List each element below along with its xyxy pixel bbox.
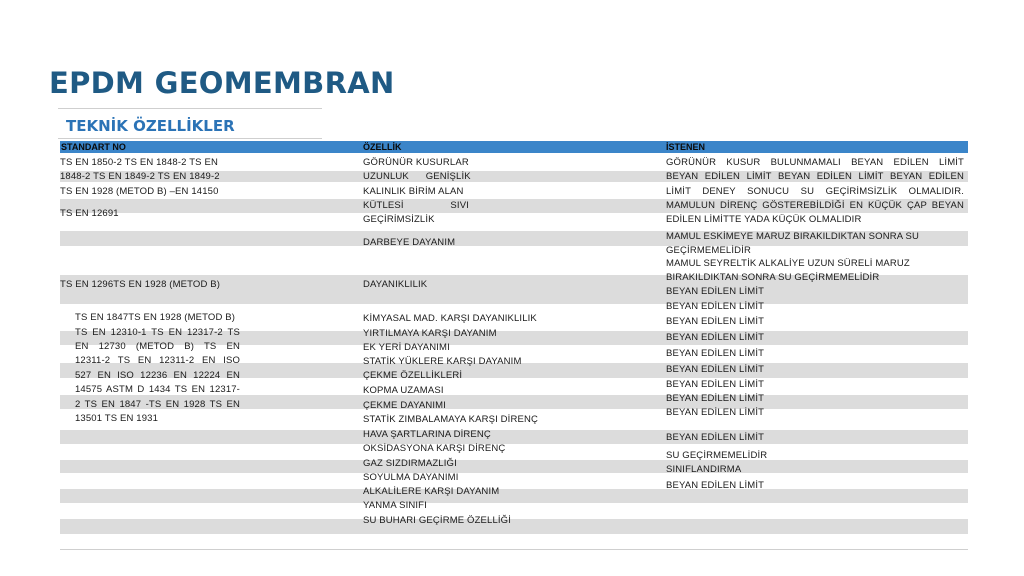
feature-cell: KÜTLESİ SIVI: [363, 200, 469, 211]
page-title: EPDM GEOMEMBRAN: [49, 66, 395, 100]
column-header-feature: ÖZELLİK: [363, 142, 402, 152]
required-cell: BEYAN EDİLEN LİMİT: [666, 480, 765, 491]
feature-cell: STATİK YÜKLERE KARŞI DAYANIM: [363, 356, 522, 367]
standard-cell: 13501 TS EN 1931: [75, 413, 159, 424]
feature-cell: KİMYASAL MAD. KARŞI DAYANIKLILIK: [363, 313, 537, 324]
table-row-stripe: [60, 489, 968, 503]
required-cell: BEYAN EDİLEN LİMİT: [666, 407, 765, 418]
required-cell: BEYAN EDİLEN LİMİT: [666, 364, 765, 375]
required-cell: BEYAN EDİLEN LİMİT: [666, 332, 765, 343]
required-cell: MAMUL ESKİMEYE MARUZ BIRAKILDIKTAN SONRA SU: [666, 231, 919, 242]
required-cell: LİMİT DENEY SONUCU SU GEÇİRİMSİZLİK OLMALIDIR.: [666, 186, 964, 197]
feature-cell: HAVA ŞARTLARINA DİRENÇ: [363, 429, 491, 440]
standard-cell: 12311-2 TS EN 12311-2 EN ISO: [75, 355, 240, 366]
standard-cell: TS EN 1928 (METOD B) –EN 14150: [60, 186, 219, 197]
standard-cell: 527 EN ISO 12236 EN 12224 EN: [75, 370, 240, 381]
standard-cell: 14575 ASTM D 1434 TS EN 12317-: [75, 384, 240, 395]
required-cell: BEYAN EDİLEN LİMİT: [666, 379, 765, 390]
required-cell: MAMUL SEYRELTİK ALKALİYE UZUN SÜRELİ MARUZ: [666, 258, 910, 269]
feature-cell: SU BUHARI GEÇİRME ÖZELLİĞİ: [363, 515, 512, 526]
feature-cell: GEÇİRİMSİZLİK: [363, 214, 435, 225]
required-cell: BEYAN EDİLEN LİMİT: [666, 348, 765, 359]
standard-cell: EN 12730 (METOD B) TS EN: [75, 341, 240, 352]
standard-cell: TS EN 1296TS EN 1928 (METOD B): [60, 279, 221, 290]
feature-cell: STATİK ZIMBALAMAYA KARŞI DİRENÇ: [363, 414, 538, 425]
standard-cell: TS EN 1850-2 TS EN 1848-2 TS EN: [60, 157, 218, 168]
table-bottom-divider: [60, 549, 968, 550]
required-cell: GEÇİRMEMELİDİR: [666, 245, 751, 256]
feature-cell: DAYANIKLILIK: [363, 279, 428, 290]
table-row-stripe: [60, 460, 968, 473]
feature-cell: OKSİDASYONA KARŞI DİRENÇ: [363, 443, 506, 454]
standard-cell: TS EN 12310-1 TS EN 12317-2 TS: [75, 327, 240, 338]
feature-cell: YANMA SINIFI: [363, 500, 427, 511]
feature-cell: ALKALİLERE KARŞI DAYANIM: [363, 486, 500, 497]
feature-cell: DARBEYE DAYANIM: [363, 237, 456, 248]
column-header-required: İSTENEN: [666, 142, 706, 152]
feature-cell: GAZ SIZDIRMAZLIĞI: [363, 458, 457, 469]
column-header-standard: STANDART NO: [61, 142, 126, 152]
required-cell: BIRAKILDIKTAN SONRA SU GEÇİRMEMELİDİR: [666, 272, 880, 283]
required-cell: SU GEÇİRMEMELİDİR: [666, 450, 768, 461]
required-cell: BEYAN EDİLEN LİMİT: [666, 393, 765, 404]
required-cell: BEYAN EDİLEN LİMİT: [666, 301, 765, 312]
required-cell: EDİLEN LİMİTTE YADA KÜÇÜK OLMALIDIR: [666, 214, 862, 225]
feature-cell: EK YERİ DAYANIMI: [363, 342, 450, 353]
standard-cell: TS EN 12691: [60, 208, 119, 219]
feature-cell: GÖRÜNÜR KUSURLAR: [363, 157, 469, 168]
table-row-stripe: [60, 430, 968, 444]
feature-cell: KALINLIK BİRİM ALAN: [363, 186, 464, 197]
required-cell: BEYAN EDİLEN LİMİT: [666, 286, 765, 297]
feature-cell: YIRTILMAYA KARŞI DAYANIM: [363, 328, 497, 339]
table-row-stripe: [60, 519, 968, 534]
feature-cell: SOYULMA DAYANIMI: [363, 472, 459, 483]
feature-cell: ÇEKME ÖZELLİKLERİ: [363, 370, 463, 381]
required-cell: BEYAN EDİLEN LİMİT: [666, 316, 765, 327]
standard-cell: TS EN 1847TS EN 1928 (METOD B): [75, 312, 236, 323]
required-cell: BEYAN EDİLEN LİMİT: [666, 432, 765, 443]
standard-cell: 1848-2 TS EN 1849-2 TS EN 1849-2: [60, 171, 220, 182]
section-subtitle: TEKNİK ÖZELLİKLER: [66, 117, 235, 135]
feature-cell: ÇEKME DAYANIMI: [363, 400, 447, 411]
required-cell: MAMULUN DİRENÇ GÖSTEREBİLDİĞİ EN KÜÇÜK ÇAP BEYAN: [666, 200, 964, 211]
standard-cell: 2 TS EN 1847 -TS EN 1928 TS EN: [75, 399, 240, 410]
required-cell: GÖRÜNÜR KUSUR BULUNMAMALI BEYAN EDİLEN LİMİT: [666, 157, 964, 168]
feature-cell: UZUNLUK GENİŞLİK: [363, 171, 471, 182]
required-cell: BEYAN EDİLEN LİMİT BEYAN EDİLEN LİMİT BEYAN EDİLEN: [666, 171, 964, 182]
feature-cell: KOPMA UZAMASI: [363, 385, 444, 396]
table-header-band: [60, 141, 968, 153]
required-cell: SINIFLANDIRMA: [666, 464, 742, 475]
